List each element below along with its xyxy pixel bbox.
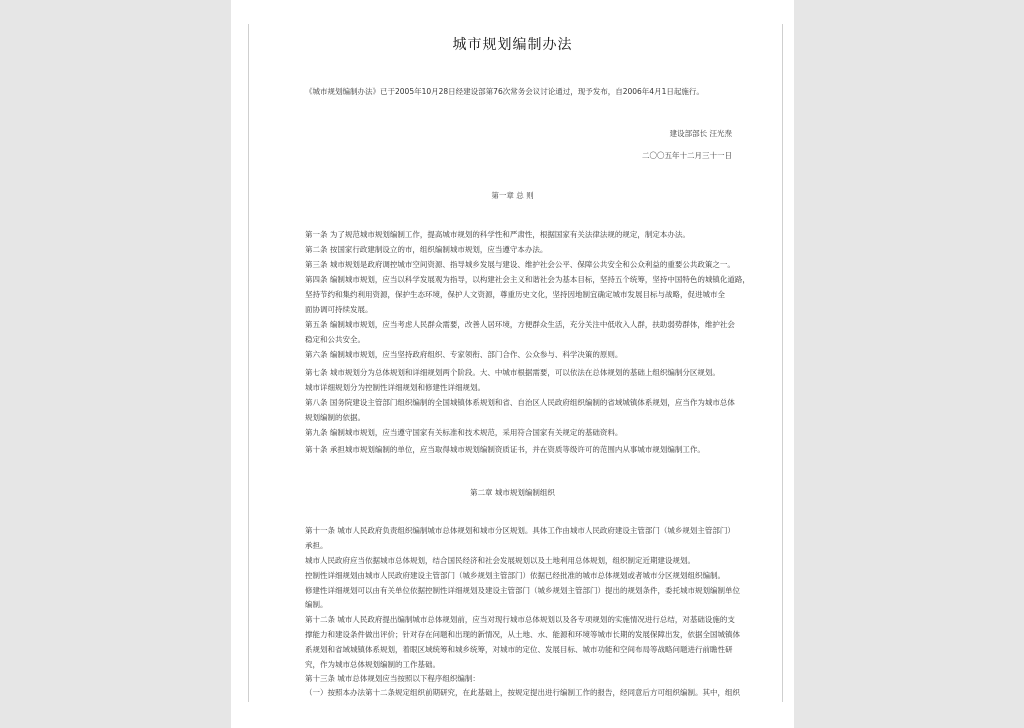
left-margin-rule [248, 24, 249, 702]
body-line: 控制性详细规划由城市人民政府建设主管部门（城乡规划主管部门）依据已经批准的城市总体规划或者城市分区规划组织编制。 [305, 571, 725, 580]
body-line: 稳定和公共安全。 [305, 335, 365, 344]
intro-paragraph: 《城市规划编制办法》已于2005年10月28日经建设部第76次常务会议讨论通过，现予发布，自2006年4月1日起施行。 [305, 87, 704, 96]
body-line: 第一条 为了规范城市规划编制工作，提高城市规划的科学性和严肃性，根据国家有关法律法规的规定，制定本办法。 [305, 230, 690, 239]
signatory: 建设部部长 汪光焘 [669, 129, 732, 138]
body-line: 第二条 按国家行政建制设立的市，组织编制城市规划，应当遵守本办法。 [305, 245, 548, 254]
document-page [231, 0, 794, 728]
body-line: 系规划和省域城镇体系规划，着眼区域统筹和城乡统筹，对城市的定位、发展目标、城市功能和空间布局等战略问题进行前瞻性研 [305, 645, 733, 654]
body-line: 面协调可持续发展。 [305, 305, 373, 314]
body-line: 第八条 国务院建设主管部门组织编制的全国城镇体系规划和省、自治区人民政府组织编制的省域城镇体系规划，应当作为城市总体 [305, 398, 735, 407]
body-line: 第十二条 城市人民政府提出编制城市总体规划前，应当对现行城市总体规划以及各专项规划的实施情况进行总结，对基础设施的支 [305, 615, 735, 624]
body-line: （一）按照本办法第十二条规定组织前期研究，在此基础上，按规定提出进行编制工作的报告，经同意后方可组织编制。其中，组织 [305, 688, 740, 697]
body-line: 第七条 城市规划分为总体规划和详细规划两个阶段。大、中城市根据需要，可以依法在总体规划的基础上组织编制分区规划。 [305, 368, 720, 377]
body-line: 第三条 城市规划是政府调控城市空间资源、指导城乡发展与建设、维护社会公平、保障公共安全和公众利益的重要公共政策之一。 [305, 260, 735, 269]
body-line: 编制。 [305, 600, 328, 609]
body-line: 第五条 编制城市规划，应当考虑人民群众需要，改善人居环境，方便群众生活，充分关注中低收入人群，扶助弱势群体，维护社会 [305, 320, 735, 329]
document-title: 城市规划编制办法 [452, 37, 573, 53]
chapter-heading-2: 第二章 城市规划编制组织 [470, 488, 555, 497]
body-line: 修建性详细规划可以由有关单位依据控制性详细规划及建设主管部门（城乡规划主管部门）提出的规划条件，委托城市规划编制单位 [305, 586, 740, 595]
body-line: 撑能力和建设条件做出评价；针对存在问题和出现的新情况，从土地、水、能源和环境等城市长期的发展保障出发，依据全国城镇体 [305, 630, 740, 639]
body-line: 第六条 编制城市规划，应当坚持政府组织、专家领衔、部门合作、公众参与、科学决策的原则。 [305, 350, 623, 359]
body-line: 第九条 编制城市规划，应当遵守国家有关标准和技术规范，采用符合国家有关规定的基础资料。 [305, 428, 623, 437]
body-line: 城市详细规划分为控制性详细规划和修建性详细规划。 [305, 383, 485, 392]
body-line: 第四条 编制城市规划，应当以科学发展观为指导，以构建社会主义和谐社会为基本目标，坚持五个统筹，坚持中国特色的城镇化道路， [305, 275, 750, 284]
body-line: 承担。 [305, 541, 328, 550]
body-line: 第十条 承担城市规划编制的单位，应当取得城市规划编制资质证书，并在资质等级许可的范围内从事城市规划编制工作。 [305, 445, 705, 454]
body-line: 究，作为城市总体规划编制的工作基础。 [305, 660, 440, 669]
signing-date: 二〇〇五年十二月三十一日 [642, 151, 732, 160]
chapter-heading-1: 第一章 总 则 [491, 191, 534, 200]
body-line: 第十三条 城市总体规划应当按照以下程序组织编制： [305, 674, 480, 683]
body-line: 坚持节约和集约利用资源，保护生态环境，保护人文资源，尊重历史文化，坚持因地制宜确定城市发展目标与战略，促进城市全 [305, 290, 725, 299]
body-line: 规划编制的依据。 [305, 413, 365, 422]
body-line: 城市人民政府应当依据城市总体规划，结合国民经济和社会发展规划以及土地利用总体规划，组织制定近期建设规划。 [305, 556, 695, 565]
body-line: 第十一条 城市人民政府负责组织编制城市总体规划和城市分区规划。具体工作由城市人民政府建设主管部门（城乡规划主管部门） [305, 526, 735, 535]
right-margin-rule [782, 24, 783, 702]
